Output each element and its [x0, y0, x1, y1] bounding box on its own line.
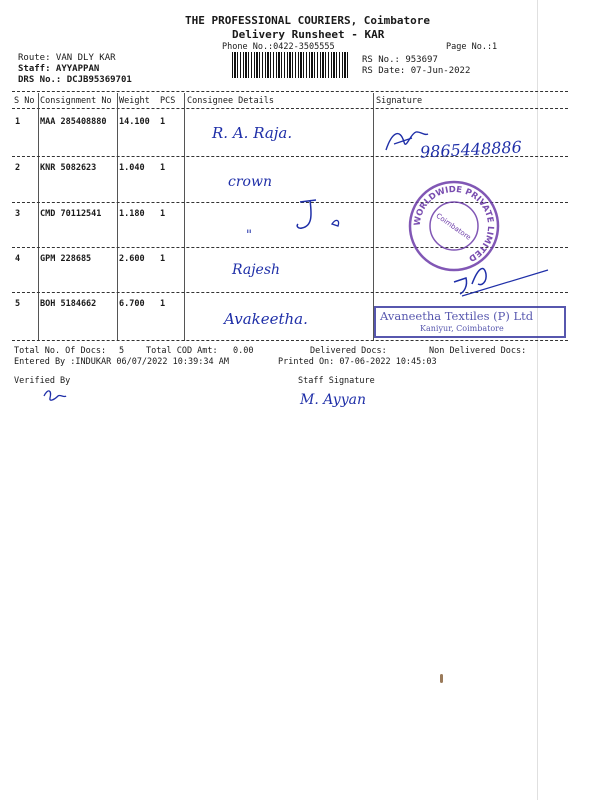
rs-number: RS No.: 953697 [362, 55, 438, 65]
table-bottom-rule [12, 340, 568, 341]
row-sno: 2 [15, 163, 21, 173]
signature-row-1 [382, 122, 432, 158]
drs-number: DRS No.: DCJB95369701 [18, 75, 132, 85]
row-consignment: KNR 5082623 [40, 163, 97, 173]
company-round-stamp [408, 180, 500, 272]
handwritten-mark-3: " [246, 228, 252, 243]
phone-number: Phone No.:0422-3505555 [222, 42, 335, 52]
col-header-sno: S No [14, 96, 35, 106]
verified-signature [40, 386, 70, 404]
table-top-rule [12, 91, 568, 92]
row-weight: 14.100 [119, 117, 150, 127]
page-edge [537, 0, 538, 800]
company-box-stamp [374, 306, 566, 338]
col-sep [184, 93, 185, 341]
total-docs-label: Total No. Of Docs: [14, 346, 107, 356]
row-sno: 1 [15, 117, 21, 127]
stamp-center-text: Coimbatore [434, 211, 473, 242]
delivered-docs: Delivered Docs: [310, 346, 387, 356]
row-weight: 6.700 [119, 299, 145, 309]
non-delivered-docs: Non Delivered Docs: [429, 346, 527, 356]
row-consignment: GPM 228685 [40, 254, 92, 264]
total-cod-value: 0.00 [233, 346, 254, 356]
row-weight: 2.600 [119, 254, 145, 264]
row-sno: 3 [15, 209, 21, 219]
printed-on: Printed On: 07-06-2022 10:45:03 [278, 357, 437, 367]
signature-row-2 [292, 196, 352, 236]
staff-signature-hand: M. Ayyan [300, 392, 366, 408]
route: Route: VAN DLY KAR [18, 53, 116, 63]
handwritten-consignee-1: R. A. Raja. [212, 124, 293, 142]
staff: Staff: AYYAPPAN [18, 64, 100, 74]
rs-date: RS Date: 07-Jun-2022 [362, 66, 471, 76]
col-header-consignee: Consignee Details [187, 96, 274, 106]
total-docs-value: 5 [119, 346, 125, 356]
stamp-company-name: Avaneetha Textiles (P) Ltd [380, 309, 534, 323]
handwritten-consignee-5: Avakeetha. [224, 310, 308, 328]
row-sno: 5 [15, 299, 21, 309]
row-weight: 1.040 [119, 163, 145, 173]
col-header-signature: Signature [376, 96, 423, 106]
col-sep [373, 93, 374, 341]
scan-mark [440, 674, 443, 683]
total-cod-label: Total COD Amt: [146, 346, 218, 356]
col-header-consignment: Consignment No [40, 96, 112, 106]
row-pcs: 1 [160, 209, 166, 219]
row-pcs: 1 [160, 254, 166, 264]
staff-signature-label: Staff Signature [298, 376, 375, 386]
verified-by-label: Verified By [14, 376, 71, 386]
col-sep [117, 93, 118, 341]
runsheet-title: Delivery Runsheet - KAR [232, 28, 385, 41]
col-sep [38, 93, 39, 341]
row-consignment: CMD 70112541 [40, 209, 102, 219]
col-header-weight: Weight [119, 96, 150, 106]
stamp-company-city: Kaniyur, Coimbatore [420, 324, 504, 333]
row-pcs: 1 [160, 117, 166, 127]
col-header-pcs: PCS [160, 96, 176, 106]
row-sno: 4 [15, 254, 21, 264]
header-bottom-rule [12, 108, 568, 109]
stamp-ring-text: WORLDWIDE PRIVATE LIMITED [412, 184, 496, 264]
barcode [232, 52, 350, 78]
handwritten-consignee-4: Rajesh [232, 262, 281, 278]
row-consignment: BOH 5184662 [40, 299, 97, 309]
entered-by: Entered By :INDUKAR 06/07/2022 10:39:34 AM [14, 357, 229, 367]
handwritten-consignee-2: crown [228, 174, 272, 190]
page-number: Page No.:1 [446, 42, 498, 52]
row-consignment: MAA 285408880 [40, 117, 107, 127]
row-weight: 1.180 [119, 209, 145, 219]
row-pcs: 1 [160, 163, 166, 173]
company-title: THE PROFESSIONAL COURIERS, Coimbatore [185, 14, 431, 27]
handwritten-phone-1: 9865448886 [419, 137, 523, 162]
row-pcs: 1 [160, 299, 166, 309]
